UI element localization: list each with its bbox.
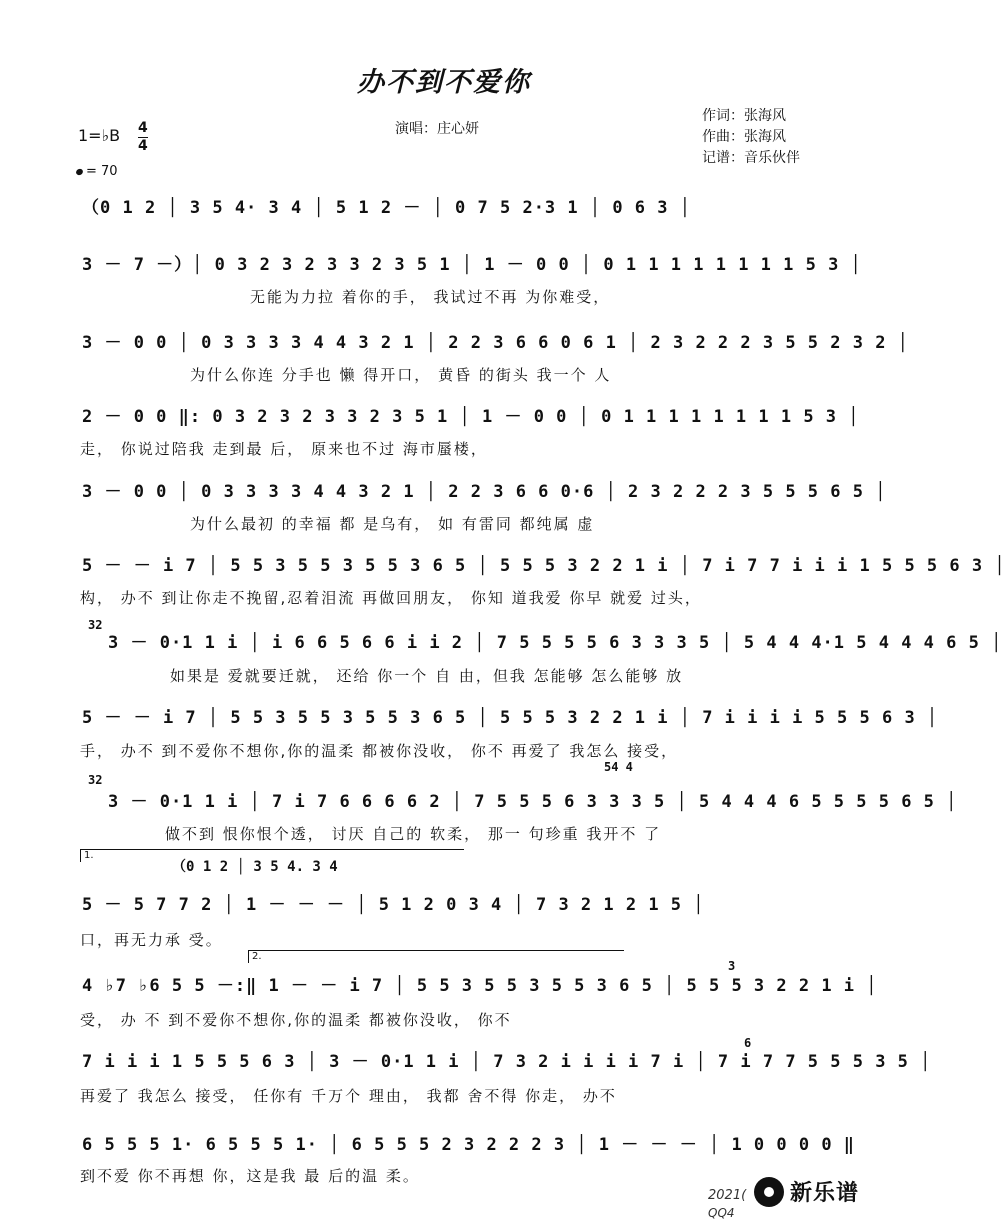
- lyric-line-13: 到不爱 你不再想 你，这是我 最 后的温 柔。: [80, 1167, 420, 1185]
- score-line-9: 3 － 0·1 1 i │ 7 i 7 6 6 6 6 2 │ 7 5 5 5 6 3 3 3 5 │ 5 4 4 4 6 5 5 5 5 6 5 │: [108, 792, 958, 812]
- score-line-5: 3 － 0 0 │ 0 3 3 3 3 4 4 3 2 1 │ 2 2 3 6 6 0·6 │ 2 3 2 2 2 3 5 5 5 6 5 │: [82, 482, 887, 502]
- song-title: 办不到不爱你: [357, 67, 531, 98]
- transcriber-credit: 记谱：音乐伙伴: [702, 150, 800, 166]
- volta-1: 1.: [80, 849, 464, 862]
- quarter-note-icon: [75, 168, 84, 176]
- score-line-12: 7 i i i 1 5 5 5 6 3 │ 3 － 0·1 1 i │ 7 3 2 i i i i 7 i │ 7 i 7 7 5 5 5 3 5 │: [82, 1052, 932, 1072]
- vinyl-disc-icon: [754, 1177, 784, 1207]
- lyric-line-8: 手， 办不 到不爱你不想你,你的温柔 都被你没收， 你不 再爱了 我怎么 接受，: [80, 742, 679, 760]
- score-line-3: 3 － 0 0 │ 0 3 3 3 3 4 4 3 2 1 │ 2 2 3 6 6 0 6 1 │ 2 3 2 2 2 3 5 5 2 3 2 │: [82, 333, 909, 353]
- score-line-4: 2 － 0 0 ‖: 0 3 2 3 2 3 3 2 3 5 1 │ 1 － 0 0 │ 0 1 1 1 1 1 1 1 1 5 3 │: [82, 407, 860, 427]
- lyric-line-6: 构， 办不 到让你走不挽留,忍着泪流 再做回朋友， 你知 道我爱 你早 就爱 过头，: [80, 589, 702, 607]
- site-logo: [754, 1176, 859, 1207]
- tempo-value: = 70: [86, 164, 118, 179]
- score-line-8: 5 － － i 7 │ 5 5 3 5 5 3 5 5 3 6 5 │ 5 5 5 3 2 2 1 i │ 7 i i i i 5 5 5 6 3 │: [82, 708, 939, 728]
- score-line-2: 3 － 7 －）│ 0 3 2 3 2 3 3 2 3 5 1 │ 1 － 0 0 │ 0 1 1 1 1 1 1 1 1 5 3 │: [82, 255, 862, 275]
- lyricist-credit: 作词：张海风: [702, 108, 786, 124]
- score-line-1: （0 1 2 │ 3 5 4· 3 4 │ 5 1 2 － │ 0 7 5 2·3 1 │ 0 6 3 │: [82, 198, 691, 218]
- meter-bottom: 4: [138, 138, 148, 154]
- score-line-13: 6 5 5 5 1· 6 5 5 5 1· │ 6 5 5 5 2 3 2 2 2 3 │ 1 － － － │ 1 0 0 0 0 ‖: [82, 1135, 856, 1155]
- time-signature: [138, 120, 148, 155]
- intro-recap: （0 1 2 │ 3 5 4. 3 4: [172, 859, 338, 875]
- footer-qq: QQ4: [708, 1206, 735, 1220]
- lyric-line-7: 如果是 爱就要迁就， 还给 你一个 自 由，但我 怎能够 怎么能够 放: [170, 667, 684, 685]
- grace-note-6: 6: [744, 1036, 752, 1050]
- score-line-11: 4 ♭7 ♭6 5 5 －:‖ 1 － － i 7 │ 5 5 3 5 5 3 5 5 3 6 5 │ 5 5 5 3 2 2 1 i │: [82, 976, 878, 996]
- lyric-line-11: 受， 办 不 到不爱你不想你,你的温柔 都被你没收， 你不: [80, 1011, 512, 1029]
- grace-notes-32-b: 32: [88, 773, 103, 787]
- tempo-marking: [76, 164, 118, 179]
- footer-date: 2021(: [708, 1188, 747, 1203]
- score-line-7: 3 － 0·1 1 i │ i 6 6 5 6 6 i i 2 │ 7 5 5 5 5 6 3 3 3 5 │ 5 4 4 4·1 5 4 4 4 6 5 │: [108, 633, 1003, 653]
- lyric-line-9: 做不到 恨你恨个透， 讨厌 自己的 软柔， 那一 句珍重 我开不 了: [165, 825, 662, 843]
- singer-credit: 演唱：庄心妍: [395, 121, 479, 137]
- volta-2: 2.: [248, 950, 624, 963]
- lyric-line-12: 再爱了 我怎么 接受， 任你有 千万个 理由， 我都 舍不得 你走， 办不: [80, 1087, 617, 1105]
- key-signature: 1=♭B: [78, 126, 121, 145]
- logo-text: 新乐谱: [790, 1181, 860, 1206]
- lyric-line-2: 无能为力拉 着你的手， 我试过不再 为你难受，: [250, 288, 611, 306]
- grace-notes-54: 54 4: [604, 760, 633, 774]
- composer-credit: 作曲：张海风: [702, 129, 786, 145]
- lyric-line-4: 走， 你说过陪我 走到最 后， 原来也不过 海市蜃楼，: [80, 440, 488, 458]
- lyric-line-10: 口，再无力承 受。: [80, 931, 223, 949]
- grace-note-3: 3: [728, 959, 736, 973]
- score-line-10: 5 － 5 7 7 2 │ 1 － － － │ 5 1 2 0 3 4 │ 7 3 2 1 2 1 5 │: [82, 895, 705, 915]
- meter-top: 4: [138, 120, 148, 136]
- credits-block: [702, 106, 800, 169]
- grace-notes-32: 32: [88, 618, 103, 632]
- lyric-line-5: 为什么最初 的幸福 都 是乌有， 如 有雷同 都纯属 虚: [190, 515, 595, 533]
- score-line-6: 5 － － i 7 │ 5 5 3 5 5 3 5 5 3 6 5 │ 5 5 5 3 2 2 1 i │ 7 i 7 7 i i i 1 5 5 5 6 3 │: [82, 556, 1006, 576]
- lyric-line-3: 为什么你连 分手也 懒 得开口， 黄昏 的街头 我一个 人: [190, 366, 612, 384]
